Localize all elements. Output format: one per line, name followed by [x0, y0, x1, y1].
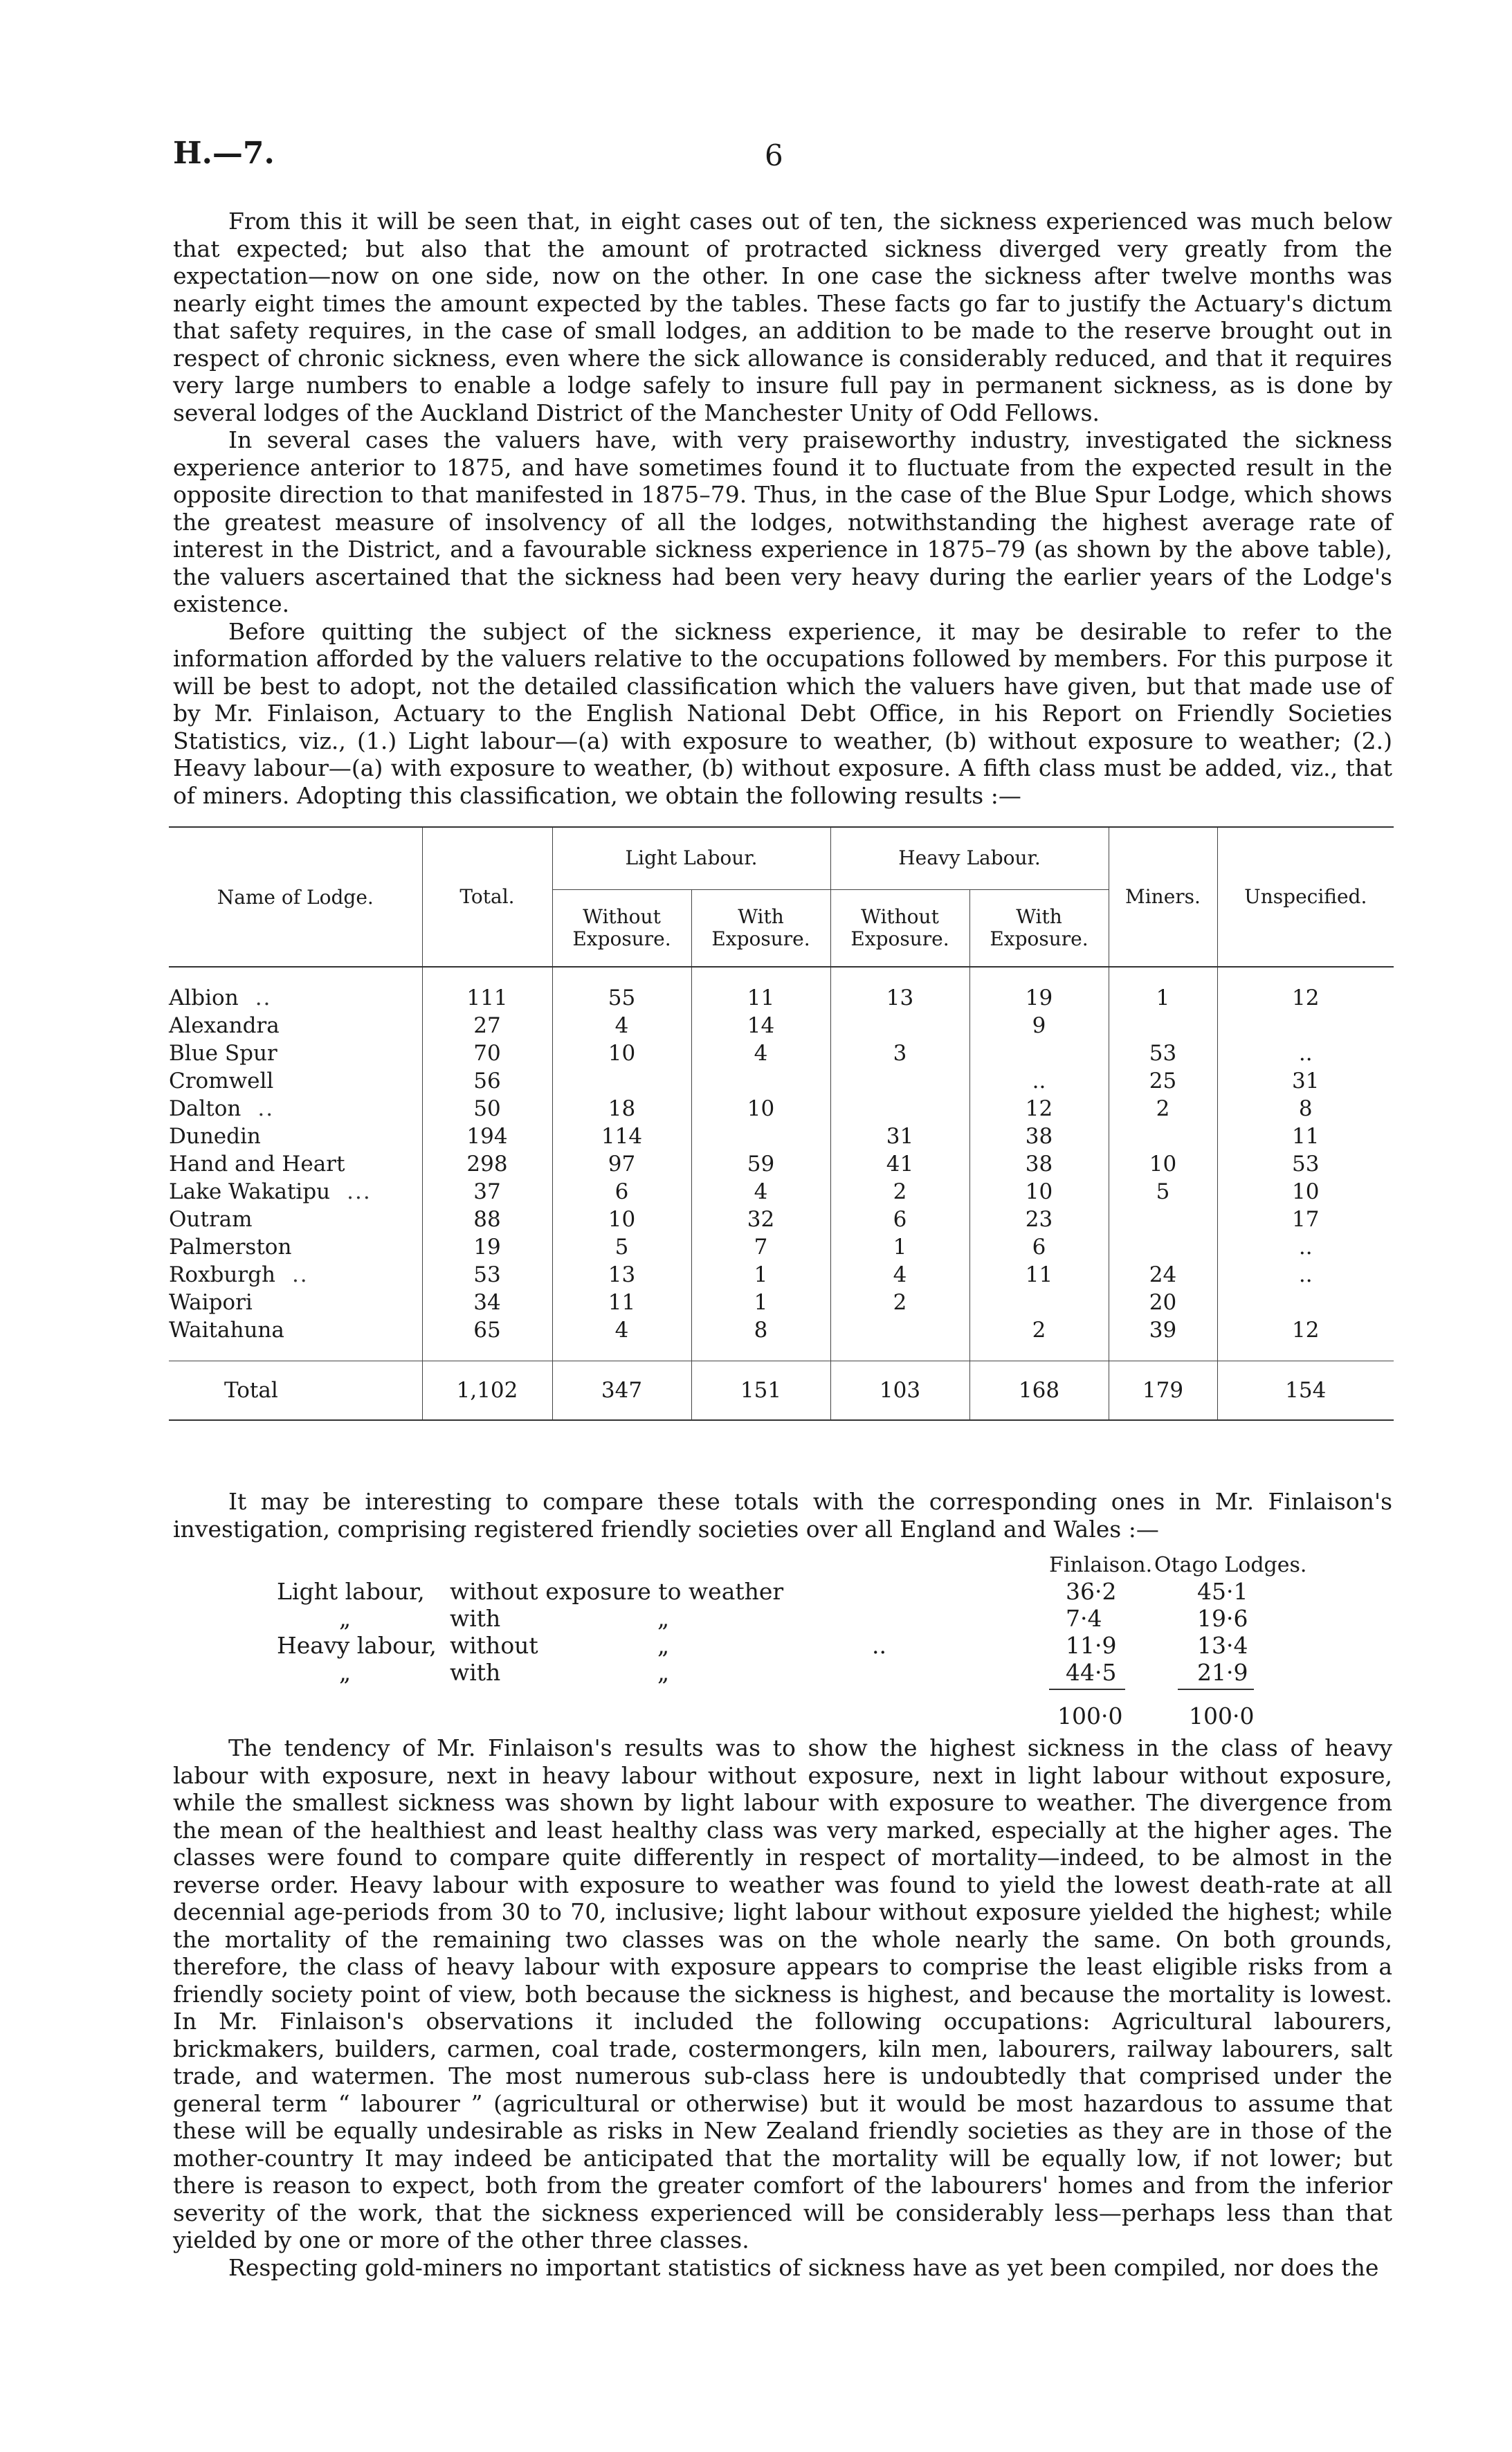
- table-cell: [830, 1316, 969, 1344]
- table-cell: 8: [1217, 1095, 1394, 1123]
- total-cell: 1,102: [422, 1361, 552, 1421]
- table-cell: 2: [1109, 1095, 1217, 1123]
- table-cell: 11: [691, 984, 830, 1012]
- table-cell: 53: [1217, 1150, 1394, 1178]
- paragraph: Before quitting the subject of the sickness experience, it may be desirable to refer to the information afforded by the valuers relative to the occupations followed by members. For this purpose it will be best to adopt, not the detailed classification which the valuers have given, but that made use of by Mr. Finlaison, Actuary to the English National Debt Office, in his Report on Friendly Societies Statistics, viz., (1.) Light labour—(a) with exposure to weather, (b) without exposure to weather; (2.) Heavy labour—(a) with exposure to weather, (b) without exposure. A fifth class must be added, viz., that of miners. Adopting this classification, we obtain the following results :—: [173, 617, 1392, 809]
- table-cell: 17: [1217, 1206, 1394, 1233]
- lodge-name: Albion: [169, 986, 239, 1010]
- lodge-name-cell: [169, 1316, 422, 1344]
- table-cell: [691, 1067, 830, 1095]
- table-cell: 56: [422, 1067, 552, 1095]
- col-header-light-without: Without Exposure.: [552, 889, 691, 967]
- table-cell: 11: [1217, 1123, 1394, 1150]
- table-cell: 32: [691, 1206, 830, 1233]
- col-header-light-with: With Exposure.: [691, 889, 830, 967]
- ditto-mark: „: [657, 1659, 670, 1686]
- col-header-light-labour: Light Labour.: [552, 827, 830, 889]
- table-cell: 50: [422, 1095, 552, 1123]
- table-cell: 10: [1217, 1178, 1394, 1206]
- leader-dots: ...: [347, 1179, 372, 1204]
- finlaison-value: 7·4: [1066, 1605, 1102, 1632]
- sum-rule: [1049, 1689, 1125, 1690]
- table-cell: 2: [830, 1178, 969, 1206]
- lodge-name-cell: [169, 1039, 422, 1067]
- table-cell: [552, 1067, 691, 1095]
- col-header-otago: Otago Lodges.: [1154, 1553, 1307, 1577]
- otago-value: 21·9: [1197, 1659, 1248, 1686]
- table-cell: 13: [552, 1261, 691, 1289]
- table-cell: 25: [1109, 1067, 1217, 1095]
- table-cell: 14: [691, 1012, 830, 1039]
- table-cell: [1109, 1123, 1217, 1150]
- table-row: [169, 1012, 1394, 1039]
- paragraph: Respecting gold-miners no important statistics of sickness have as yet been compiled, nor does the: [228, 2253, 1379, 2281]
- exposure-label: with: [450, 1659, 501, 1686]
- col-header-total: Total.: [422, 827, 552, 967]
- table-cell: 7: [691, 1233, 830, 1261]
- total-otago: 100·0: [1189, 1702, 1255, 1729]
- table-spacer: [169, 967, 1394, 984]
- table-cell: 41: [830, 1150, 969, 1178]
- lodge-name: Dalton: [169, 1096, 242, 1121]
- class-label: „: [339, 1659, 352, 1686]
- intro-text: [173, 208, 1392, 809]
- lodge-name: Outram: [169, 1207, 253, 1232]
- table-cell: 53: [1109, 1039, 1217, 1067]
- lodge-name-cell: [169, 1095, 422, 1123]
- lodge-name: Blue Spur: [169, 1041, 277, 1066]
- table-cell: 23: [969, 1206, 1109, 1233]
- ditto-mark: „: [657, 1605, 670, 1632]
- col-header-unspecified: Unspecified.: [1217, 827, 1394, 967]
- table-cell: [1109, 1012, 1217, 1039]
- table-cell: 1: [691, 1289, 830, 1316]
- table-cell: [830, 1012, 969, 1039]
- total-label: Total: [169, 1361, 422, 1421]
- document-reference: H.—7.: [173, 136, 275, 171]
- table-cell: ..: [1217, 1261, 1394, 1289]
- table-row: [169, 1123, 1394, 1150]
- comparison-row: [277, 1578, 1329, 1605]
- table-cell: [1217, 1012, 1394, 1039]
- col-header-miners: Miners.: [1109, 827, 1217, 967]
- table-row: [169, 1178, 1394, 1206]
- table-row: [169, 1067, 1394, 1095]
- lodge-name: Cromwell: [169, 1069, 274, 1093]
- table-cell: 19: [969, 984, 1109, 1012]
- table-cell: 97: [552, 1150, 691, 1178]
- col-header-finlaison: Finlaison.: [1049, 1553, 1153, 1577]
- table-cell: 298: [422, 1150, 552, 1178]
- exposure-label: with: [450, 1605, 501, 1632]
- table-cell: 11: [552, 1289, 691, 1316]
- table-cell: 20: [1109, 1289, 1217, 1316]
- table-cell: 10: [969, 1178, 1109, 1206]
- comparison-row: [277, 1659, 1329, 1686]
- total-finlaison: 100·0: [1057, 1702, 1123, 1729]
- total-cell: 168: [969, 1361, 1109, 1421]
- table-cell: 4: [552, 1316, 691, 1344]
- table-row: [169, 1316, 1394, 1344]
- table-cell: 10: [552, 1039, 691, 1067]
- comparison-row: [277, 1632, 1329, 1659]
- lodge-name-cell: [169, 1261, 422, 1289]
- table-row: [169, 984, 1394, 1012]
- lodge-name-cell: [169, 1289, 422, 1316]
- table-cell: [830, 1095, 969, 1123]
- table-cell: 10: [691, 1095, 830, 1123]
- comparison-intro: [173, 1488, 1392, 1543]
- lodge-name: Lake Wakatipu: [169, 1179, 331, 1204]
- lodge-name: Palmerston: [169, 1235, 292, 1260]
- col-header-name: Name of Lodge.: [169, 827, 422, 967]
- ditto-mark: „: [657, 1632, 670, 1659]
- comparison-table: [277, 1553, 1329, 1729]
- class-label: „: [339, 1605, 352, 1632]
- table-cell: 1: [691, 1261, 830, 1289]
- total-cell: 347: [552, 1361, 691, 1421]
- table-cell: 4: [552, 1012, 691, 1039]
- finlaison-value: 36·2: [1066, 1578, 1117, 1605]
- table-total-row: [169, 1361, 1394, 1421]
- table-cell: 3: [830, 1039, 969, 1067]
- table-cell: 2: [969, 1316, 1109, 1344]
- lodge-name: Waitahuna: [169, 1318, 284, 1343]
- table-cell: 18: [552, 1095, 691, 1123]
- paragraph: In several cases the valuers have, with very praiseworthy industry, investigated the sickness experience anterior to 1875, and have sometimes found it to fluctuate from the expected result in the opposite direction to that manifested in 1875–79. Thus, in the case of the Blue Spur Lodge, which shows the greatest measure of insolvency of all the lodges, notwithstanding the highest average rate of interest in the District, and a favourable sickness experience in 1875–79 (as shown by the above table), the valuers ascertained that the sickness had been very heavy during the earlier years of the Lodge's existence.: [173, 426, 1392, 617]
- table-cell: 65: [422, 1316, 552, 1344]
- table-cell: 4: [830, 1261, 969, 1289]
- otago-value: 19·6: [1197, 1605, 1248, 1632]
- otago-value: 45·1: [1197, 1578, 1248, 1605]
- table-cell: 4: [691, 1039, 830, 1067]
- total-cell: 103: [830, 1361, 969, 1421]
- leader-dots: ..: [257, 1096, 275, 1121]
- table-cell: 34: [422, 1289, 552, 1316]
- table-cell: 5: [552, 1233, 691, 1261]
- table-cell: 2: [830, 1289, 969, 1316]
- lodge-name: Roxburgh: [169, 1262, 275, 1287]
- table-cell: 1: [830, 1233, 969, 1261]
- table-row: [169, 1261, 1394, 1289]
- table-cell: 70: [422, 1039, 552, 1067]
- table-cell: 19: [422, 1233, 552, 1261]
- table-cell: 194: [422, 1123, 552, 1150]
- table-cell: 12: [969, 1095, 1109, 1123]
- closing-text: [173, 1734, 1392, 2281]
- table-cell: 38: [969, 1150, 1109, 1178]
- table-body: [169, 967, 1394, 1361]
- table-cell: 8: [691, 1316, 830, 1344]
- table-cell: 12: [1217, 984, 1394, 1012]
- exposure-label: without exposure to weather: [450, 1578, 784, 1605]
- table-cell: [1109, 1233, 1217, 1261]
- finlaison-value: 44·5: [1066, 1659, 1117, 1686]
- lodge-name-cell: [169, 1150, 422, 1178]
- table-cell: [969, 1289, 1109, 1316]
- table-cell: 13: [830, 984, 969, 1012]
- table-cell: 10: [552, 1206, 691, 1233]
- table-row: [169, 1095, 1394, 1123]
- table-cell: 39: [1109, 1316, 1217, 1344]
- table-cell: [969, 1039, 1109, 1067]
- finlaison-value: 11·9: [1066, 1632, 1117, 1659]
- table-cell: 88: [422, 1206, 552, 1233]
- table-cell: 6: [552, 1178, 691, 1206]
- table-cell: ..: [1217, 1233, 1394, 1261]
- lodge-name-cell: [169, 1012, 422, 1039]
- lodge-name-cell: [169, 1067, 422, 1095]
- class-label: Light labour,: [277, 1578, 425, 1605]
- table-cell: 114: [552, 1123, 691, 1150]
- page-number: 6: [765, 138, 783, 172]
- comparison-row: [277, 1605, 1329, 1632]
- leader-dots: ..: [291, 1262, 309, 1287]
- table-cell: 9: [969, 1012, 1109, 1039]
- leader-dots: ..: [872, 1632, 886, 1659]
- table-cell: 24: [1109, 1261, 1217, 1289]
- table-row: [169, 1150, 1394, 1178]
- table-cell: 31: [830, 1123, 969, 1150]
- table-cell: 4: [691, 1178, 830, 1206]
- table-cell: 37: [422, 1178, 552, 1206]
- table-cell: 53: [422, 1261, 552, 1289]
- otago-value: 13·4: [1197, 1632, 1248, 1659]
- table-cell: 10: [1109, 1150, 1217, 1178]
- lodge-name-cell: [169, 1233, 422, 1261]
- table-cell: 38: [969, 1123, 1109, 1150]
- lodge-name: Alexandra: [169, 1013, 280, 1038]
- lodge-name-cell: [169, 1206, 422, 1233]
- table-row: [169, 1206, 1394, 1233]
- table-row: [169, 1289, 1394, 1316]
- table-cell: 12: [1217, 1316, 1394, 1344]
- comparison-rows: [277, 1578, 1329, 1686]
- exposure-label: without: [450, 1632, 538, 1659]
- table-cell: [1109, 1206, 1217, 1233]
- table-cell: ..: [969, 1067, 1109, 1095]
- lodge-name-cell: [169, 1123, 422, 1150]
- table-cell: ..: [1217, 1039, 1394, 1067]
- table-cell: 1: [1109, 984, 1217, 1012]
- table-cell: [830, 1067, 969, 1095]
- table-cell: [1217, 1289, 1394, 1316]
- table-row: [169, 1039, 1394, 1067]
- table-cell: 31: [1217, 1067, 1394, 1095]
- paragraph: The tendency of Mr. Finlaison's results was to show the highest sickness in the class of heavy labour with exposure, next in heavy labour without exposure, next in light labour without exposure, while the smallest sickness was shown by light labour with exposure to weather. The divergence from the mean of the healthiest and least healthy class was very marked, especially at the higher ages. The classes were found to compare quite differently in respect of mortality—indeed, to be almost in the reverse order. Heavy labour with exposure to weather was found to yield the lowest death-rate at all decennial age-periods from 30 to 70, inclusive; light labour without exposure yielded the highest; while the mortality of the remaining two classes was on the whole nearly the same. On both grounds, therefore, the class of heavy labour with exposure appears to comprise the least eligible risks from a friendly society point of view, both because the sickness is highest, and because the mortality is lowest. In Mr. Finlaison's observations it included the following occupations: Agricultural labourers, brickmakers, builders, carmen, coal trade, costermongers, kiln men, labourers, railway labourers, salt trade, and watermen. The most numerous sub-class here is undoubtedly that comprised under the general term “ labourer ” (agricultural or otherwise) but it would be most hazardous to assume that these will be equally undesirable as risks in New Zealand friendly societies as they are in those of the mother-country It may indeed be anticipated that the mortality will be equally low, if not lower; but there is reason to expect, both from the greater comfort of the labourers' homes and from the inferior severity of the work, that the sickness experienced will be considerably less—perhaps less than that yielded by one or more of the other three classes.: [173, 1734, 1392, 2253]
- lodge-name: Waipori: [169, 1290, 253, 1315]
- lodge-name: Hand and Heart: [169, 1152, 345, 1177]
- col-header-heavy-without: Without Exposure.: [830, 889, 969, 967]
- table-cell: 5: [1109, 1178, 1217, 1206]
- lodge-name: Dunedin: [169, 1124, 261, 1149]
- col-header-heavy-labour: Heavy Labour.: [830, 827, 1109, 889]
- lodge-name-cell: [169, 1178, 422, 1206]
- table-cell: 111: [422, 984, 552, 1012]
- table-cell: 59: [691, 1150, 830, 1178]
- table-row: [169, 1233, 1394, 1261]
- leader-dots: ..: [255, 986, 272, 1010]
- sum-rule: [1178, 1689, 1254, 1690]
- col-header-heavy-with: With Exposure.: [969, 889, 1109, 967]
- table-cell: 11: [969, 1261, 1109, 1289]
- table-cell: 27: [422, 1012, 552, 1039]
- class-label: Heavy labour,: [277, 1632, 437, 1659]
- table-cell: 6: [830, 1206, 969, 1233]
- table-cell: 55: [552, 984, 691, 1012]
- total-cell: 151: [691, 1361, 830, 1421]
- total-cell: 154: [1217, 1361, 1394, 1421]
- paragraph: From this it will be seen that, in eight cases out of ten, the sickness experienced was much below that expected; but also that the amount of protracted sickness diverged very greatly from the expectation—now on one side, now on the other. In one case the sickness after twelve months was nearly eight times the amount expected by the tables. These facts go far to justify the Actuary's dictum that safety requires, in the case of small lodges, an addition to be made to the reserve brought out in respect of chronic sickness, even where the sick allowance is considerably reduced, and that it requires very large numbers to enable a lodge safely to insure full pay in permanent sickness, as is done by several lodges of the Auckland District of the Manchester Unity of Odd Fellows.: [173, 208, 1392, 426]
- total-cell: 179: [1109, 1361, 1217, 1421]
- table-cell: [691, 1123, 830, 1150]
- lodge-name-cell: [169, 984, 422, 1012]
- table-cell: 6: [969, 1233, 1109, 1261]
- paragraph: It may be interesting to compare these totals with the corresponding ones in Mr. Finlaison's investigation, comprising registered friendly societies over all England and Wales :—: [173, 1488, 1392, 1543]
- occupations-table: [169, 826, 1394, 1421]
